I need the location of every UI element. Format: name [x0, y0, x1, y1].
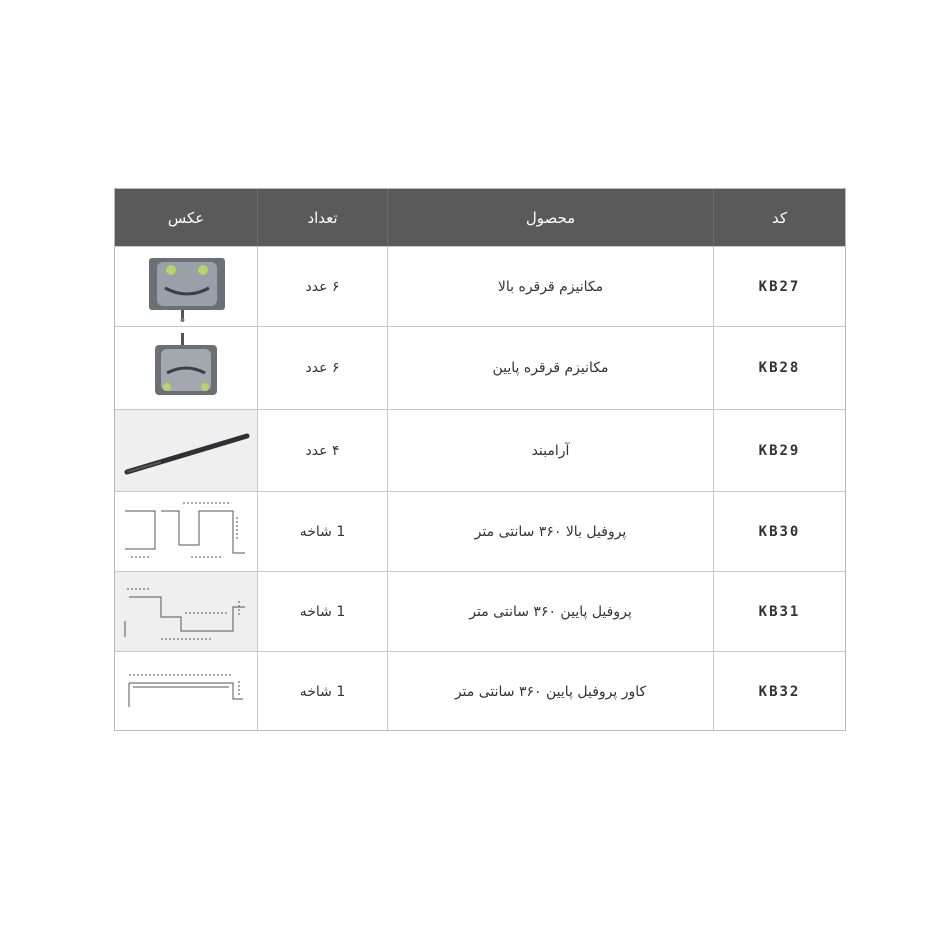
table-row: [115, 571, 845, 651]
quantity-cell: 1 شاخه: [258, 572, 388, 651]
table-row: [115, 651, 845, 731]
quantity-cell: 1 شاخه: [258, 492, 388, 571]
quantity-cell: 1 شاخه: [258, 652, 388, 731]
cover-profile-drawing: [115, 652, 258, 731]
code-cell: KB30: [758, 523, 801, 540]
code-cell: KB32: [758, 683, 801, 700]
header-code: کد: [772, 208, 788, 227]
header-product: محصول: [388, 189, 714, 246]
top-roller-mechanism-photo: [115, 247, 258, 326]
table-header-row: [115, 189, 845, 246]
table-row: [115, 326, 845, 409]
parts-table: [114, 188, 846, 731]
bottom-roller-mechanism-photo: [115, 327, 258, 409]
code-cell: KB27: [758, 278, 801, 295]
product-cell: مکانیزم قرقره بالا: [388, 247, 714, 326]
product-cell: کاور پروفیل پایین ۳۶۰ سانتی متر: [388, 652, 714, 731]
table-row: [115, 491, 845, 571]
header-quantity: تعداد: [258, 189, 388, 246]
code-cell: KB28: [758, 360, 801, 376]
quantity-cell: ۴ عدد: [258, 410, 388, 491]
damper-rod-photo: [115, 410, 258, 491]
quantity-cell: ۶ عدد: [258, 327, 388, 409]
product-cell: آرامبند: [388, 410, 714, 491]
product-cell: پروفیل بالا ۳۶۰ سانتی متر: [388, 492, 714, 571]
table-row: [115, 409, 845, 491]
product-cell: مکانیزم قرقره پایین: [388, 327, 714, 409]
header-photo: عکس: [115, 189, 258, 246]
code-cell: KB29: [758, 442, 801, 459]
table-row: [115, 246, 845, 326]
product-cell: پروفیل پایین ۳۶۰ سانتی متر: [388, 572, 714, 651]
top-profile-drawing: [115, 492, 258, 571]
bottom-profile-drawing: [115, 572, 258, 651]
quantity-cell: ۶ عدد: [258, 247, 388, 326]
code-cell: KB31: [758, 603, 801, 620]
